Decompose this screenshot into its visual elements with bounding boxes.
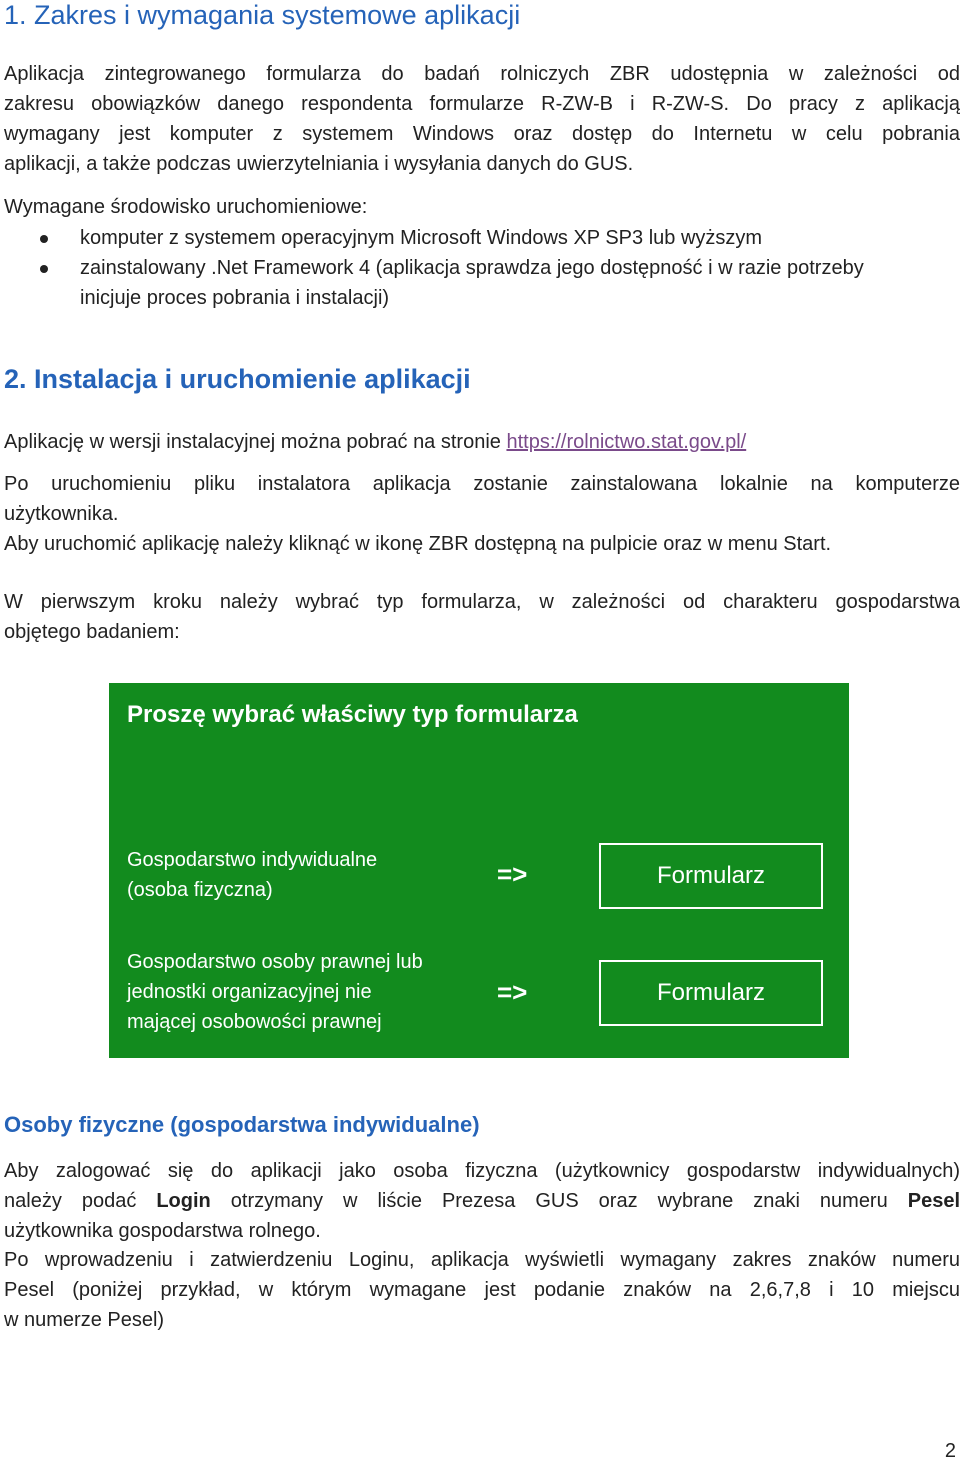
arrow-icon: => [497, 977, 528, 1007]
download-link[interactable]: https://rolnictwo.stat.gov.pl/ [506, 431, 747, 453]
pesel-line-2: Pesel (poniżej przykład, w którym wymagane jest podanie znaków na 2,6,7,8 i 10 miejscu [4, 1279, 960, 1301]
panel-title: Proszę wybrać właściwy typ formularza [127, 701, 578, 728]
form-legal-button[interactable]: Formularz [599, 960, 823, 1026]
intro-line-3: wymagany jest komputer z systemem Windows oraz dostęp do Internetu w celu pobrania [4, 123, 960, 145]
form-type-panel [109, 683, 849, 1058]
login-text: otrzymany w liście Prezesa GUS oraz wybrane znaki numeru [210, 1190, 908, 1212]
login-line-1: Aby zalogować się do aplikacji jako osoba fizyczna (użytkownicy gospodarstw indywidualnych) [4, 1160, 960, 1182]
intro-line-4: aplikacji, a także podczas uwierzytelniania i wysyłania danych do GUS. [4, 153, 634, 175]
section-3-heading: Osoby fizyczne (gospodarstwa indywidualne) [4, 1112, 480, 1137]
step-line-2: objętego badaniem: [4, 621, 180, 643]
login-line-3: użytkownika gospodarstwa rolnego. [4, 1220, 321, 1242]
pesel-line-3: w numerze Pesel) [4, 1309, 165, 1331]
env-intro: Wymagane środowisko uruchomieniowe: [4, 196, 368, 218]
login-text: należy podać [4, 1190, 157, 1212]
option-legal-label [127, 947, 423, 1037]
bullet-text: inicjuje proces pobrania i instalacji) [80, 287, 390, 309]
bullet-text: komputer z systemem operacyjnym Microsoft Windows XP SP3 lub wyższym [80, 227, 763, 249]
option-individual-label [127, 845, 377, 905]
download-line [4, 428, 960, 458]
step-line-1: W pierwszym kroku należy wybrać typ formularza, w zależności od charakteru gospodarstwa [4, 591, 960, 613]
intro-line-2: zakresu obowiązków danego respondenta formularze R-ZW-B i R-ZW-S. Do pracy z aplikacją [4, 93, 960, 115]
login-line-2 [4, 1187, 960, 1217]
section-2-heading: 2. Instalacja i uruchomienie aplikacji [4, 364, 471, 394]
option-individual-line: Gospodarstwo indywidualne [127, 849, 378, 871]
form-individual-button[interactable]: Formularz [599, 843, 823, 909]
bullet-icon [40, 235, 48, 243]
bullet-icon [40, 265, 48, 273]
install-line-1: Po uruchomieniu pliku instalatora aplikacja zostanie zainstalowana lokalnie na komputerze [4, 473, 960, 495]
option-legal-line: jednostki organizacyjnej nie [127, 981, 372, 1003]
run-line: Aby uruchomić aplikację należy kliknąć w ikonę ZBR dostępną na pulpicie oraz w menu Start. [4, 533, 832, 555]
pesel-line-1: Po wprowadzeniu i zatwierdzeniu Loginu, aplikacja wyświetli wymagany zakres znaków numeru [4, 1249, 960, 1271]
login-keyword: Login [156, 1190, 211, 1212]
download-text: Aplikację w wersji instalacyjnej można pobrać na stronie [4, 431, 507, 453]
option-legal-line: Gospodarstwo osoby prawnej lub [127, 951, 423, 973]
intro-line-1: Aplikacja zintegrowanego formularza do badań rolniczych ZBR udostępnia w zależności od [4, 63, 960, 85]
page-number: 2 [944, 1440, 956, 1462]
option-legal-line: mającej osobowości prawnej [127, 1011, 382, 1033]
bullet-text: zainstalowany .Net Framework 4 (aplikacja sprawdza jego dostępność i w razie potrzeby [80, 257, 864, 279]
section-1-heading: 1. Zakres i wymagania systemowe aplikacji [4, 0, 521, 30]
pesel-keyword: Pesel [907, 1190, 960, 1212]
arrow-icon: => [497, 859, 528, 889]
install-line-2: użytkownika. [4, 503, 119, 525]
option-individual-line: (osoba fizyczna) [127, 879, 273, 901]
